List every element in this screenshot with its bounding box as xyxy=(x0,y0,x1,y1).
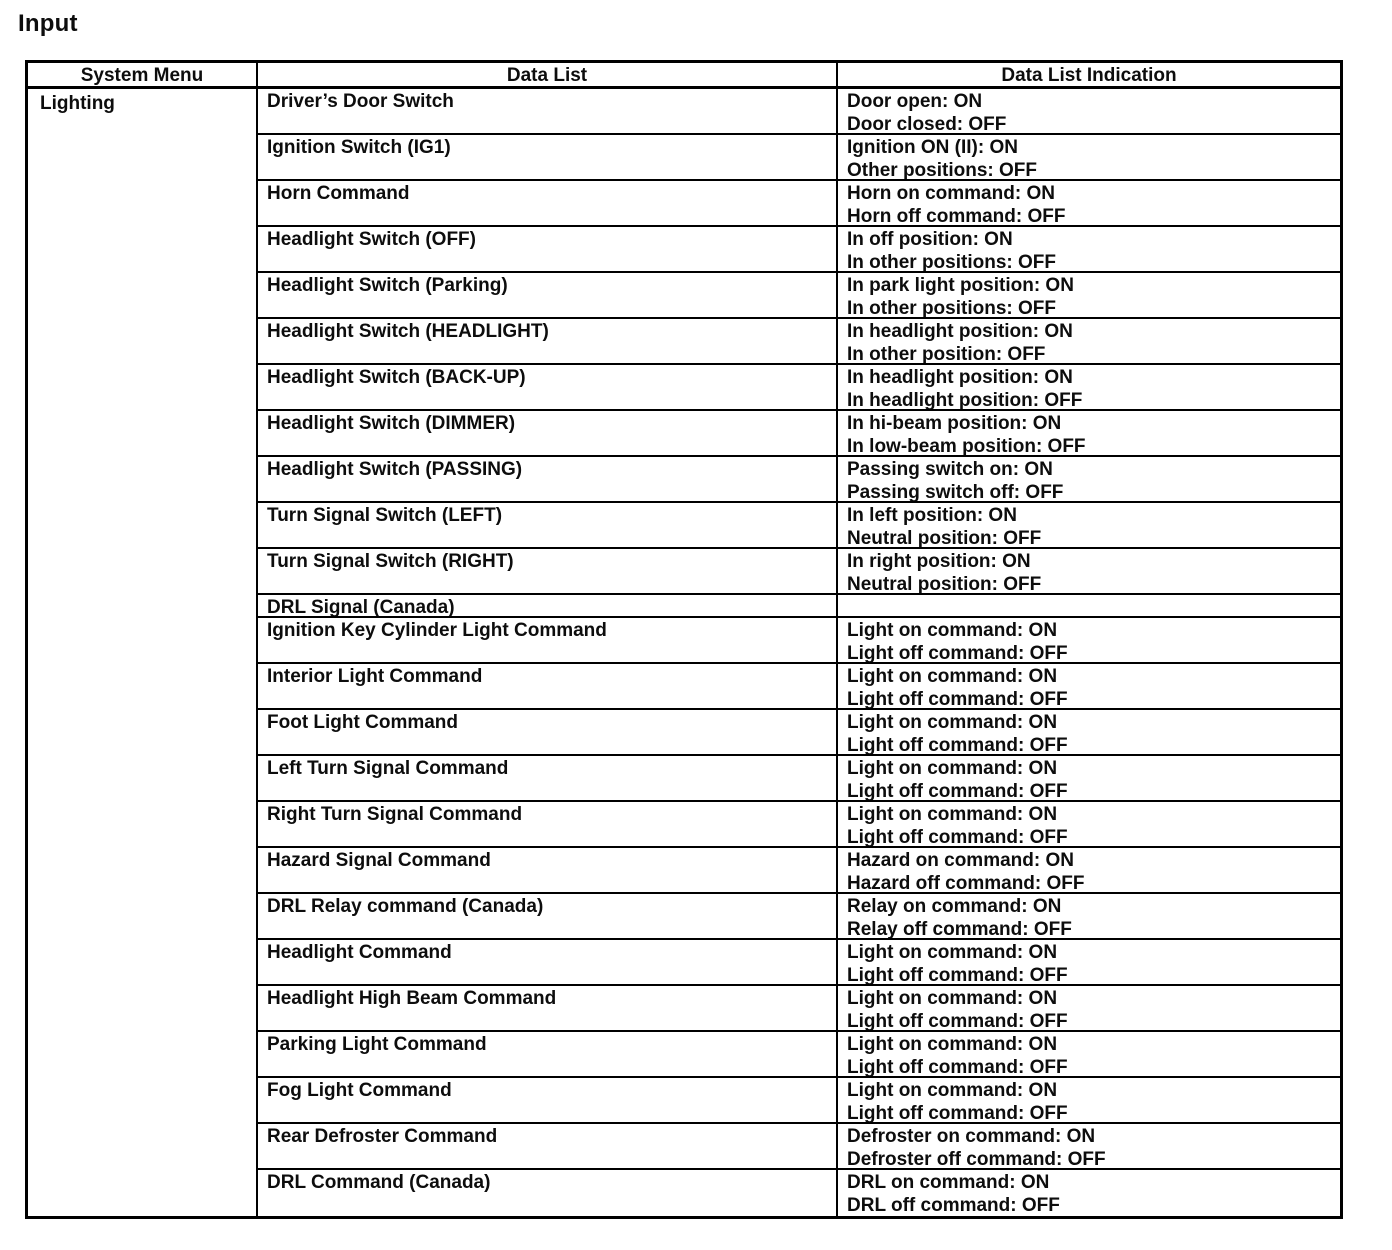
indication-line: Light on command: ON xyxy=(847,804,1058,825)
indication-line: Door closed: OFF xyxy=(847,114,1007,135)
data-list-cell xyxy=(258,618,838,664)
indication-cell xyxy=(838,1124,1340,1170)
data-list-label: DRL Relay command (Canada) xyxy=(267,896,544,917)
indication-line: Light on command: ON xyxy=(847,1034,1058,1055)
data-list-label: Headlight Switch (OFF) xyxy=(267,229,476,250)
page-title: Input xyxy=(18,10,78,37)
indication-cell xyxy=(838,273,1340,319)
indication-cell xyxy=(838,894,1340,940)
indication-cell xyxy=(838,664,1340,710)
data-list-label: Turn Signal Switch (RIGHT) xyxy=(267,551,514,572)
indication-line: Light off command: OFF xyxy=(847,1011,1068,1032)
data-list-label: Parking Light Command xyxy=(267,1034,487,1055)
indication-line: Light on command: ON xyxy=(847,758,1058,779)
data-list-cell xyxy=(258,503,838,549)
indication-cell xyxy=(838,457,1340,503)
indication-line: Light on command: ON xyxy=(847,712,1058,733)
indication-line: Passing switch on: ON xyxy=(847,459,1053,480)
indication-line: In other position: OFF xyxy=(847,344,1046,365)
data-list-label: Hazard Signal Command xyxy=(267,850,491,871)
indication-cell xyxy=(838,181,1340,227)
indication-line: Hazard on command: ON xyxy=(847,850,1074,871)
data-list-label: Headlight Switch (Parking) xyxy=(267,275,508,296)
indication-line: Passing switch off: OFF xyxy=(847,482,1064,503)
data-list-label: Right Turn Signal Command xyxy=(267,804,523,825)
data-list-cell xyxy=(258,848,838,894)
indication-cell xyxy=(838,848,1340,894)
data-list-cell xyxy=(258,894,838,940)
column-header-system-menu: System Menu xyxy=(28,63,258,89)
indication-cell xyxy=(838,802,1340,848)
system-menu-cell: Lighting xyxy=(28,89,258,1216)
indication-line: Light off command: OFF xyxy=(847,827,1068,848)
data-list-label: Fog Light Command xyxy=(267,1080,452,1101)
indication-line: DRL on command: ON xyxy=(847,1172,1050,1193)
indication-line: Ignition ON (II): ON xyxy=(847,137,1018,158)
indication-cell xyxy=(838,710,1340,756)
data-list-cell xyxy=(258,319,838,365)
data-list-label: Left Turn Signal Command xyxy=(267,758,509,779)
data-list-cell xyxy=(258,1170,838,1216)
indication-cell xyxy=(838,411,1340,457)
indication-line: Light on command: ON xyxy=(847,666,1058,687)
indication-line: Neutral position: OFF xyxy=(847,528,1042,549)
indication-line: Light off command: OFF xyxy=(847,643,1068,664)
indication-line: Hazard off command: OFF xyxy=(847,873,1085,894)
data-list-label: Horn Command xyxy=(267,183,410,204)
indication-line: In off position: ON xyxy=(847,229,1013,250)
indication-line: In left position: ON xyxy=(847,505,1017,526)
indication-line: Light off command: OFF xyxy=(847,1103,1068,1124)
data-list-label: Headlight Switch (BACK-UP) xyxy=(267,367,526,388)
indication-cell xyxy=(838,549,1340,595)
data-list-label: DRL Signal (Canada) xyxy=(267,597,455,618)
data-list-cell xyxy=(258,227,838,273)
indication-line: Relay off command: OFF xyxy=(847,919,1072,940)
indication-line: Light on command: ON xyxy=(847,1080,1058,1101)
indication-line: In headlight position: OFF xyxy=(847,390,1083,411)
indication-cell xyxy=(838,89,1340,135)
data-list-label: Turn Signal Switch (LEFT) xyxy=(267,505,503,526)
indication-line: Light on command: ON xyxy=(847,942,1058,963)
indication-line: Other positions: OFF xyxy=(847,160,1037,181)
indication-line: In park light position: ON xyxy=(847,275,1074,296)
data-list-cell xyxy=(258,365,838,411)
data-list-label: Rear Defroster Command xyxy=(267,1126,498,1147)
indication-cell xyxy=(838,319,1340,365)
data-list-label: Ignition Key Cylinder Light Command xyxy=(267,620,607,641)
data-list-label: Headlight Switch (PASSING) xyxy=(267,459,523,480)
data-list-label: Ignition Switch (IG1) xyxy=(267,137,451,158)
indication-line: Light off command: OFF xyxy=(847,781,1068,802)
indication-cell xyxy=(838,1078,1340,1124)
data-list-cell xyxy=(258,1078,838,1124)
indication-line: Door open: ON xyxy=(847,91,983,112)
indication-line: In low-beam position: OFF xyxy=(847,436,1086,457)
data-list-cell xyxy=(258,181,838,227)
indication-line: Light off command: OFF xyxy=(847,965,1068,986)
indication-line: In hi-beam position: ON xyxy=(847,413,1062,434)
data-list-cell xyxy=(258,457,838,503)
data-list-cell xyxy=(258,940,838,986)
indication-line: In other positions: OFF xyxy=(847,298,1056,319)
data-list-label: Driver’s Door Switch xyxy=(267,91,454,112)
indication-line: Light off command: OFF xyxy=(847,735,1068,756)
data-list-label: Headlight Command xyxy=(267,942,452,963)
data-list-cell xyxy=(258,756,838,802)
data-list-label: Headlight High Beam Command xyxy=(267,988,557,1009)
data-list-cell xyxy=(258,273,838,319)
indication-cell xyxy=(838,227,1340,273)
indication-cell xyxy=(838,986,1340,1032)
data-list-label: Headlight Switch (HEADLIGHT) xyxy=(267,321,549,342)
data-list-cell xyxy=(258,986,838,1032)
indication-cell xyxy=(838,1170,1340,1216)
data-list-cell xyxy=(258,1032,838,1078)
indication-line: Defroster on command: ON xyxy=(847,1126,1096,1147)
indication-line: Light on command: ON xyxy=(847,988,1058,1009)
data-list-table xyxy=(25,60,1343,1219)
data-list-cell xyxy=(258,664,838,710)
data-list-cell xyxy=(258,411,838,457)
column-header-data-list-indication: Data List Indication xyxy=(838,63,1340,89)
indication-line: Light off command: OFF xyxy=(847,1057,1068,1078)
indication-cell xyxy=(838,940,1340,986)
column-header-data-list: Data List xyxy=(258,63,838,89)
indication-line: Light off command: OFF xyxy=(847,689,1068,710)
indication-line: In headlight position: ON xyxy=(847,367,1073,388)
indication-cell xyxy=(838,365,1340,411)
indication-cell xyxy=(838,618,1340,664)
indication-line: DRL off command: OFF xyxy=(847,1195,1060,1216)
indication-line: Horn off command: OFF xyxy=(847,206,1066,227)
data-list-cell xyxy=(258,1124,838,1170)
indication-line: Neutral position: OFF xyxy=(847,574,1042,595)
data-list-cell xyxy=(258,89,838,135)
data-list-label: DRL Command (Canada) xyxy=(267,1172,491,1193)
indication-line: Horn on command: ON xyxy=(847,183,1055,204)
data-list-cell xyxy=(258,710,838,756)
data-list-label: Headlight Switch (DIMMER) xyxy=(267,413,516,434)
indication-line: Defroster off command: OFF xyxy=(847,1149,1106,1170)
indication-cell xyxy=(838,595,1340,618)
indication-line: In other positions: OFF xyxy=(847,252,1056,273)
indication-line: In headlight position: ON xyxy=(847,321,1073,342)
indication-line: Relay on command: ON xyxy=(847,896,1062,917)
indication-line: Light on command: ON xyxy=(847,620,1058,641)
data-list-label: Interior Light Command xyxy=(267,666,483,687)
indication-cell xyxy=(838,503,1340,549)
indication-cell xyxy=(838,135,1340,181)
data-list-cell xyxy=(258,595,838,618)
data-list-cell xyxy=(258,135,838,181)
data-list-label: Foot Light Command xyxy=(267,712,459,733)
indication-cell xyxy=(838,1032,1340,1078)
data-list-cell xyxy=(258,549,838,595)
indication-cell xyxy=(838,756,1340,802)
data-list-cell xyxy=(258,802,838,848)
indication-line: In right position: ON xyxy=(847,551,1031,572)
